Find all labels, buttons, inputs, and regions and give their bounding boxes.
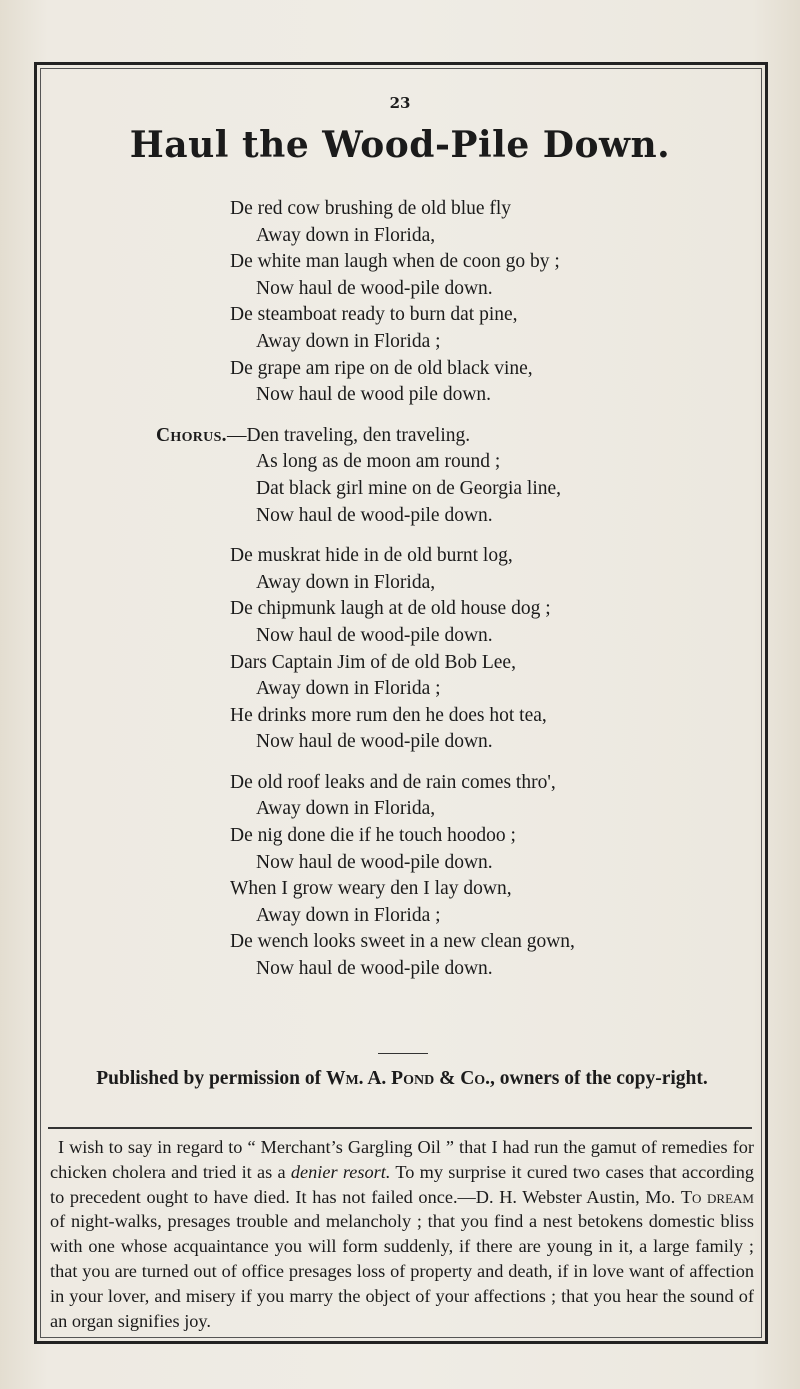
stanza-1 [0, 196, 800, 409]
lyric-line: De wench looks sweet in a new clean gown, [230, 931, 575, 953]
lyric-line: He drinks more rum den he does hot tea, [230, 704, 547, 726]
lyric-line: Away down in Florida, [256, 571, 436, 593]
song-lyrics [0, 196, 800, 997]
lyric-line: De chipmunk laugh at de old house dog ; [230, 598, 551, 620]
lyric-line: De grape am ripe on de old black vine, [230, 357, 533, 379]
lyric-line: Now haul de wood-pile down. [256, 504, 493, 526]
short-divider [378, 1053, 428, 1054]
lyric-line: Away down in Florida ; [256, 330, 441, 352]
lyric-line: Dat black girl mine on de Georgia line, [256, 477, 562, 499]
lyric-line: De white man laugh when de coon go by ; [230, 251, 560, 273]
lyric-line: De red cow brushing de old blue fly [230, 198, 512, 219]
lyric-line: Away down in Florida ; [256, 904, 441, 926]
lyric-line: Now haul de wood-pile down. [256, 731, 493, 753]
testimonial-text: I wish to say in regard to “ Merchant’s Gargling Oil ” that I had run the gamut of remedies for chicken cholera and tried it as a [50, 1137, 754, 1182]
section-rule [48, 1127, 752, 1129]
page-number: 23 [389, 94, 411, 112]
credit-prefix: Published by permission of [96, 1068, 326, 1089]
testimonial-paragraph [50, 1135, 754, 1333]
lyric-line: De muskrat hide in de old burnt log, [230, 545, 513, 567]
testimonial-italic: denier resort. [290, 1161, 391, 1182]
dream-text: of night-walks, presages trouble and melancholy ; that you find a nest betokens domestic bliss with one whose acquaintance you will form suddenly, if there are young in it, a large family ; that you are turned out of office presages loss of property and death, if in love want of affection in your lover, and misery if you marry the object of your affections ; that you hear the sound of an organ signifies joy. [50, 1211, 754, 1331]
lyric-line: Now haul de wood-pile down. [256, 958, 493, 980]
lyric-line: Dars Captain Jim of de old Bob Lee, [230, 651, 516, 673]
chorus-label: Chorus. [156, 424, 227, 446]
lyric-line: —Den traveling, den traveling. [227, 424, 471, 446]
lyric-line: Now haul de wood-pile down. [256, 851, 493, 873]
lyric-line: De steamboat ready to burn dat pine, [230, 304, 518, 326]
lyric-line: Away down in Florida ; [256, 678, 441, 700]
lyric-line: Now haul de wood pile down. [256, 384, 492, 406]
lyric-line: De old roof leaks and de rain comes thro', [230, 771, 556, 793]
lyric-line: Away down in Florida, [256, 224, 436, 246]
publisher-credit [48, 1066, 756, 1093]
song-title: Haul the Wood-Pile Down. [129, 124, 671, 166]
chorus [0, 423, 800, 529]
testimonial-text-2: To my surprise it cured two cases that according to precedent ought to have died. It has not failed once.—D. H. Webster Austin, Mo. [50, 1161, 754, 1207]
lyric-line: De nig done die if he touch hoodoo ; [230, 825, 516, 847]
dream-lead: To dream [680, 1186, 754, 1207]
lyric-line: Away down in Florida, [256, 798, 436, 820]
credit-suffix: owners of the copy-right. [494, 1068, 708, 1089]
stanza-3 [0, 770, 800, 983]
chorus-first-line [0, 423, 800, 450]
lyric-line: Now haul de wood-pile down. [256, 277, 493, 299]
credit-publisher: Wm. A. Pond & Co., [325, 1068, 495, 1089]
lyric-line: Now haul de wood-pile down. [256, 624, 493, 646]
lyric-line: When I grow weary den I lay down, [230, 878, 512, 900]
lyric-line: As long as de moon am round ; [256, 451, 501, 473]
stanza-2 [0, 543, 800, 756]
